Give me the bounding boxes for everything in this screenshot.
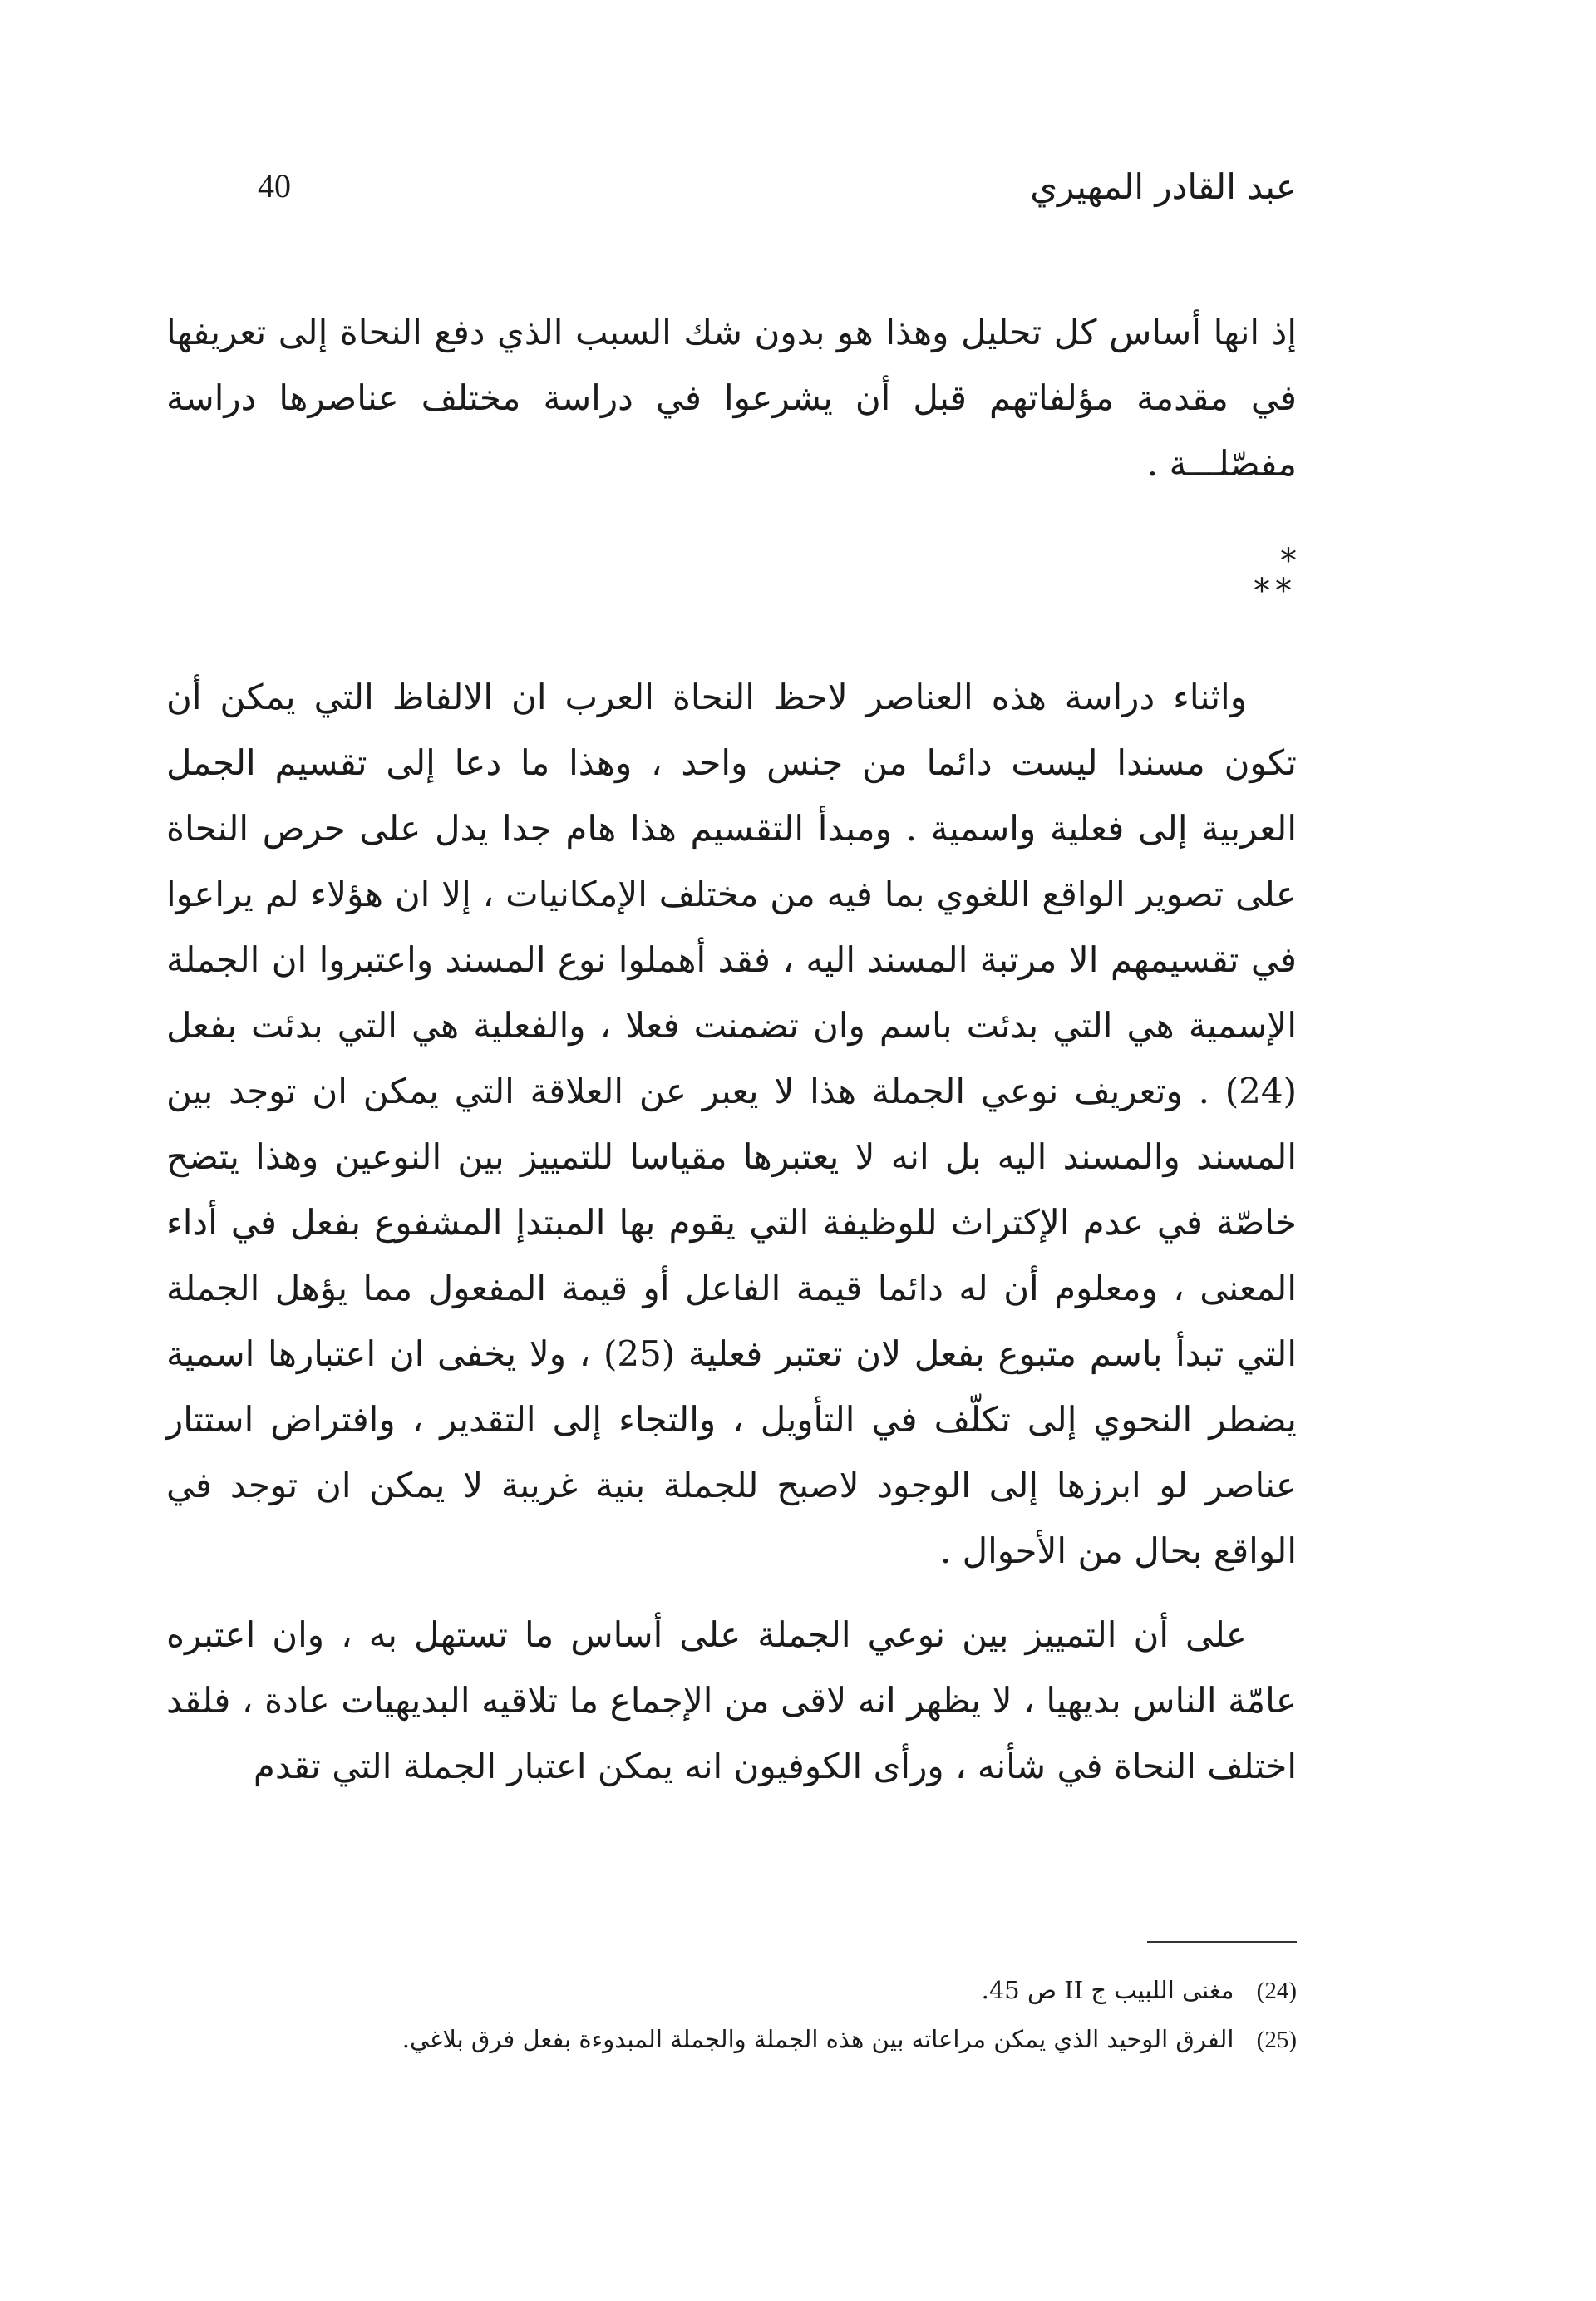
footnote-number: (25): [1256, 2027, 1297, 2053]
ornament-asterisks-bottom: **: [1254, 572, 1297, 610]
main-text: [166, 299, 1297, 1799]
footnote-text: الفرق الوحيد الذي يمكن مراعاته بين هذه الجملة والجملة المبدوءة بفعل فرق بلاغي.: [401, 2025, 1234, 2053]
footnote-24: [299, 1966, 1297, 2015]
ornament-asterisk-top: *: [1280, 542, 1297, 580]
running-head-author: عبد القادر المهيري: [1030, 166, 1297, 207]
footnote-25: [299, 2015, 1297, 2064]
footnote-separator: [1147, 1941, 1297, 1943]
paragraph-1: إذ انها أساس كل تحليل وهذا هو بدون شك السبب الذي دفع النحاة إلى تعريفها في مقدمة مؤلفاتهم قبل أن يشرعوا في دراسة مختلف عناصرها دراسة مفصّلـــة .: [166, 312, 1297, 484]
section-ornament: [166, 542, 1297, 610]
paragraph-2: واثناء دراسة هذه العناصر لاحظ النحاة العرب ان الالفاظ التي يمكن أن تكون مسندا ليست دائما من جنس واحد ، وهذا ما دعا إلى تقسيم الجمل العربية إلى فعلية واسمية . ومبدأ التقسيم هذا هام جدا يدل على حرص النحاة على تصوير الواقع اللغوي بما فيه من مختلف الإمكانيات ، إلا ان هؤلاء لم يراعوا في تقسيمهم الا مرتبة المسند اليه ، فقد أهملوا نوع المسند واعتبروا ان الجملة الإسمية هي التي بدئت باسم وان تضمنت فعلا ، والفعلية هي التي بدئت بفعل (24) . وتعريف نوعي الجملة هذا لا يعبر عن العلاقة التي يمكن ان توجد بين المسند والمسند اليه بل انه لا يعتبرها مقياسا للتمييز بين النوعين وهذا يتضح خاصّة في عدم الإكتراث للوظيفة التي يقوم بها المبتدإ المشفوع بفعل في أداء المعنى ، ومعلوم أن له دائما قيمة الفاعل أو قيمة المفعول مما يؤهل الجملة التي تبدأ باسم متبوع بفعل لان تعتبر فعلية (25) ، ولا يخفى ان اعتبارها اسمية يضطر النحوي إلى تكلّف في التأويل ، والتجاء إلى التقدير ، وافتراض استتار عناصر لو ابرزها إلى الوجود لاصبح للجملة بنية غريبة لا يمكن ان توجد في الواقع بحال من الأحوال .: [166, 677, 1298, 1571]
footnote-number: (24): [1256, 1978, 1297, 2004]
page-number: 40: [258, 167, 291, 204]
page-header: [258, 166, 1297, 224]
footnotes: [299, 1966, 1297, 2064]
footnote-text: مغنى اللبيب ج II ص 45.: [981, 1976, 1234, 2004]
paragraph-3: على أن التمييز بين نوعي الجملة على أساس ما تستهل به ، وان اعتبره عامّة الناس بديهيا ، لا يظهر انه لاقى من الإجماع ما تلاقيه البديهيات عادة ، فلقد اختلف النحاة في شأنه ، ورأى الكوفيون انه يمكن اعتبار الجملة التي تقدم: [166, 1614, 1297, 1786]
